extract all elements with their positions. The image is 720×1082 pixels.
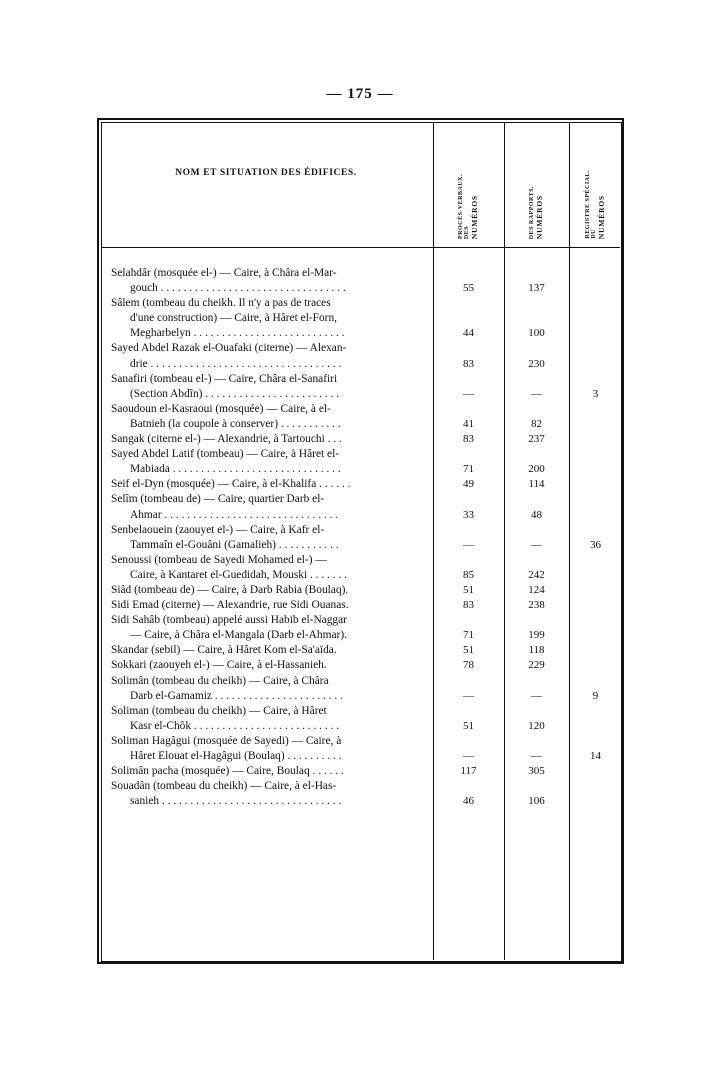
edifice-name-cell: Sidi Emad (citerne) — Alexandrie, rue Sidi Ouanas. <box>111 599 349 612</box>
header-registre-column <box>569 127 622 239</box>
proces-verbal-number-cell: 78 <box>463 659 474 672</box>
edifice-name-continuation: (Section Abdîn) . . . . . . . . . . . . . . . . . . . . . . . . <box>130 387 340 400</box>
header-proces-verbaux-column <box>433 127 504 239</box>
numbers-group <box>433 432 622 447</box>
proces-verbal-number-cell: 85 <box>463 568 474 581</box>
rapport-number-cell: — <box>531 538 542 551</box>
proces-verbal-number-cell: 83 <box>463 433 474 446</box>
rapport-number-cell: 230 <box>528 357 545 370</box>
table-row <box>101 523 622 553</box>
edifice-name-cell: Selîm (tombeau de) — Caire, quartier Darb el- Ahmar . . . . . . . . . . . . . . . . . . . . . . . . . . . . . . . <box>101 492 431 522</box>
numbers-group <box>433 628 622 643</box>
header-pv-line1: NUMÉROS <box>470 194 480 239</box>
edifice-name-continuation: Batnieh (la coupole à conserver) . . . . . . . . . . . <box>130 417 341 430</box>
numbers-group <box>433 658 622 673</box>
registre-number-cell: 36 <box>590 538 601 551</box>
edifice-name-continuation: Kasr el-Chôk . . . . . . . . . . . . . . . . . . . . . . . . . . <box>130 719 340 732</box>
table-row <box>101 613 622 643</box>
table-row <box>101 658 622 673</box>
numbers-group <box>433 462 622 477</box>
edifice-name-cell: Souadân (tombeau du cheikh) — Caire, à el-Has- sanieh . . . . . . . . . . . . . . . . . . . . . . . . . . . . . . . . <box>101 779 431 809</box>
edifice-name-continuation: Caire, à Kantaret el-Guedidah, Mouski . . . . . . . <box>130 568 347 581</box>
header-rapports-line1: NUMÉROS <box>534 194 544 239</box>
edifice-name-cell: Soliman Hagâgui (mosquée de Sayedi) — Caire, à Hâret Elouat el-Hagâgui (Boulaq) . . . . . . . . . . <box>101 734 431 764</box>
rapport-number-cell: 199 <box>528 629 545 642</box>
table-rows <box>101 266 622 809</box>
proces-verbal-number-cell: — <box>463 387 474 400</box>
edifice-name-cell: Saoudoun el-Kasraoui (mosquée) — Caire, à el- Batnieh (la coupole à conserver) . . . . . . . . . . . <box>101 402 431 432</box>
proces-verbal-number-cell: 51 <box>463 644 474 657</box>
edifice-name-cell: Sanafiri (tombeau el-) — Caire, Châra el-Sanafiri (Section Abdîn) . . . . . . . . . . . . . . . . . . . . . . . . <box>101 372 431 402</box>
edifice-name-continuation: sanieh . . . . . . . . . . . . . . . . . . . . . . . . . . . . . . . . <box>130 795 342 808</box>
edifice-name-cell: Selahdâr (mosquée el-) — Caire, à Châra el-Mar- gouch . . . . . . . . . . . . . . . . . . . . . . . . . . . . . . . . . <box>101 266 431 296</box>
rapport-number-cell: 137 <box>528 282 545 295</box>
table-row <box>101 492 622 522</box>
edifice-name-continuation: d'une construction) — Caire, à Hâret el-Forn, <box>130 312 338 325</box>
header-registre-line3: REGISTRE SPÉCIAL. <box>584 170 591 239</box>
rapport-number-cell: 237 <box>528 433 545 446</box>
rapport-number-cell: 238 <box>528 599 545 612</box>
numbers-group <box>433 326 622 341</box>
table-row <box>101 779 622 809</box>
page-number: — 175 — <box>326 86 394 102</box>
edifice-name-cell: Sidi Sahâb (tombeau) appelé aussi Habib el-Naggar — Caire, à Châra el-Mangala (Darb el-Ahmar). <box>101 613 431 643</box>
header-pv-line2: DES <box>464 225 471 239</box>
numbers-group <box>433 689 622 704</box>
rapport-number-cell: 124 <box>528 583 545 596</box>
rapport-number-cell: 48 <box>531 508 542 521</box>
edifice-name-cell: Senbelaouein (zaouyet el-) — Caire, à Kafr el- Tammaîn el-Gouâni (Gamalieh) . . . . . . . . . . . <box>101 523 431 553</box>
edifices-table <box>97 118 624 964</box>
edifice-name-cell: Sangak (citerne el-) — Alexandrie, à Tartouchi . . . <box>111 433 342 446</box>
rapport-number-cell: 82 <box>531 417 542 430</box>
rapport-number-cell: 305 <box>528 765 545 778</box>
rapport-number-cell: — <box>531 387 542 400</box>
numbers-group <box>433 387 622 402</box>
rapport-number-cell: 200 <box>528 463 545 476</box>
edifice-name-continuation: gouch . . . . . . . . . . . . . . . . . . . . . . . . . . . . . . . . . <box>130 282 346 295</box>
registre-number-cell: 9 <box>592 689 599 702</box>
edifice-name-cell: Solimân (tombeau du cheikh) — Caire, à Châra Darb el-Gamamiz . . . . . . . . . . . . . . . . . . . . . . . <box>101 674 431 704</box>
table-row <box>101 734 622 764</box>
table-row <box>101 764 622 779</box>
proces-verbal-number-cell: 51 <box>463 719 474 732</box>
edifice-name-continuation: drie . . . . . . . . . . . . . . . . . . . . . . . . . . . . . . . . . . <box>130 357 342 370</box>
edifice-name-cell: Skandar (sebil) — Caire, à Hâret Kom el-Sa'aïda. <box>111 644 337 657</box>
rapport-number-cell: 106 <box>528 795 545 808</box>
table-body <box>101 248 622 960</box>
numbers-group <box>433 417 622 432</box>
rapport-number-cell: 114 <box>528 478 545 491</box>
proces-verbal-number-cell: 71 <box>463 463 474 476</box>
numbers-group <box>433 583 622 598</box>
edifice-name-cell: Solimân pacha (mosquée) — Caire, Boulaq . . . . . . <box>111 765 344 778</box>
header-rapports-line2: DES RAPPORTS. <box>529 185 536 239</box>
proces-verbal-number-cell: 46 <box>463 795 474 808</box>
edifice-name-cell: Sâlem (tombeau du cheikh. Il n'y a pas de traces d'une construction) — Caire, à Hâret el-Forn, Megharbelyn . . . . . . . . . . . . . . . . . . . . . . . . . . . <box>101 296 431 341</box>
numbers-group <box>433 568 622 583</box>
proces-verbal-number-cell: 33 <box>463 508 474 521</box>
proces-verbal-number-cell: 49 <box>463 478 474 491</box>
proces-verbal-number-cell: 83 <box>463 357 474 370</box>
table-row <box>101 266 622 296</box>
edifice-name-cell: Siâd (tombeau de) — Caire, à Darb Rabia (Boulaq). <box>111 583 349 596</box>
proces-verbal-number-cell: — <box>463 750 474 762</box>
numbers-group <box>433 508 622 523</box>
table-row <box>101 477 622 492</box>
table-row <box>101 704 622 734</box>
header-pv-line3: PROCÈS-VERBAUX. <box>457 173 464 239</box>
rapport-number-cell: — <box>531 689 542 702</box>
table-row <box>101 598 622 613</box>
numbers-group <box>433 598 622 613</box>
numbers-group <box>433 719 622 734</box>
registre-number-cell: 14 <box>590 750 601 762</box>
edifice-name-cell: Sokkari (zaouyeh el-) — Caire, à el-Hassanieh. <box>111 659 327 672</box>
proces-verbal-number-cell: — <box>463 689 474 702</box>
registre-number-cell: 3 <box>592 387 599 400</box>
numbers-group <box>433 538 622 553</box>
proces-verbal-number-cell: 83 <box>463 599 474 612</box>
header-rapports-column <box>504 127 569 239</box>
table-row <box>101 553 622 583</box>
rapport-number-cell: 229 <box>528 659 545 672</box>
proces-verbal-number-cell: 41 <box>463 417 474 430</box>
proces-verbal-number-cell: 51 <box>463 583 474 596</box>
numbers-group <box>433 764 622 779</box>
rapport-number-cell: — <box>531 750 542 762</box>
table-row <box>101 432 622 447</box>
table-row <box>101 674 622 704</box>
edifice-name-continuation: Ahmar . . . . . . . . . . . . . . . . . . . . . . . . . . . . . . . <box>130 508 339 521</box>
edifice-name-cell: Seif el-Dyn (mosquée) — Caire, à el-Khalifa . . . . . . <box>111 478 351 491</box>
table-row <box>101 341 622 371</box>
edifice-name-cell: Senoussi (tombeau de Sayedi Mohamed el-) — Caire, à Kantaret el-Guedidah, Mouski . . . . . . . <box>101 553 431 583</box>
rapport-number-cell: 120 <box>528 719 545 732</box>
proces-verbal-number-cell: 117 <box>460 765 477 778</box>
numbers-group <box>433 357 622 372</box>
table-row <box>101 643 622 658</box>
edifice-name-continuation: Tammaîn el-Gouâni (Gamalieh) . . . . . . . . . . . <box>130 538 339 551</box>
table-row <box>101 583 622 598</box>
table-row <box>101 296 622 341</box>
header-registre-line1: NUMÉROS <box>597 194 607 239</box>
proces-verbal-number-cell: 55 <box>463 282 474 295</box>
edifice-name-cell: Sayed Abdel Razak el-Ouafaki (citerne) — Alexan- drie . . . . . . . . . . . . . . . . . . . . . . . . . . . . . . . . . . <box>101 341 431 371</box>
proces-verbal-number-cell: 44 <box>463 327 474 340</box>
rapport-number-cell: 100 <box>528 327 545 340</box>
table-row <box>101 372 622 402</box>
proces-verbal-number-cell: — <box>463 538 474 551</box>
numbers-group <box>433 643 622 658</box>
numbers-group <box>433 477 622 492</box>
numbers-group <box>433 281 622 296</box>
edifice-name-continuation: Megharbelyn . . . . . . . . . . . . . . . . . . . . . . . . . . . <box>130 327 345 340</box>
rapport-number-cell: 242 <box>528 568 545 581</box>
rapport-number-cell: 118 <box>528 644 545 657</box>
edifice-name-continuation: Hâret Elouat el-Hagâgui (Boulaq) . . . . . . . . . . <box>130 750 342 762</box>
header-registre-line2: DU <box>591 229 598 239</box>
edifice-name-cell: Sayed Abdel Latif (tombeau) — Caire, à Hâret el- Mabiada . . . . . . . . . . . . . . . . . . . . . . . . . . . . . . <box>101 447 431 477</box>
table-row <box>101 447 622 477</box>
table-header <box>99 120 622 247</box>
edifice-name-cell: Soliman (tombeau du cheikh) — Caire, à Hâret Kasr el-Chôk . . . . . . . . . . . . . . . . . . . . . . . . . . <box>101 704 431 734</box>
proces-verbal-number-cell: 71 <box>463 629 474 642</box>
edifice-name-continuation: Mabiada . . . . . . . . . . . . . . . . . . . . . . . . . . . . . . <box>130 463 341 476</box>
numbers-group <box>433 794 622 809</box>
header-name-column: NOM ET SITUATION DES ÉDIFICES. <box>175 168 357 178</box>
table-row <box>101 402 622 432</box>
edifice-name-continuation: — Caire, à Châra el-Mangala (Darb el-Ahmar). <box>130 629 347 642</box>
numbers-group <box>433 749 622 764</box>
edifice-name-continuation: Darb el-Gamamiz . . . . . . . . . . . . . . . . . . . . . . . <box>130 689 343 702</box>
